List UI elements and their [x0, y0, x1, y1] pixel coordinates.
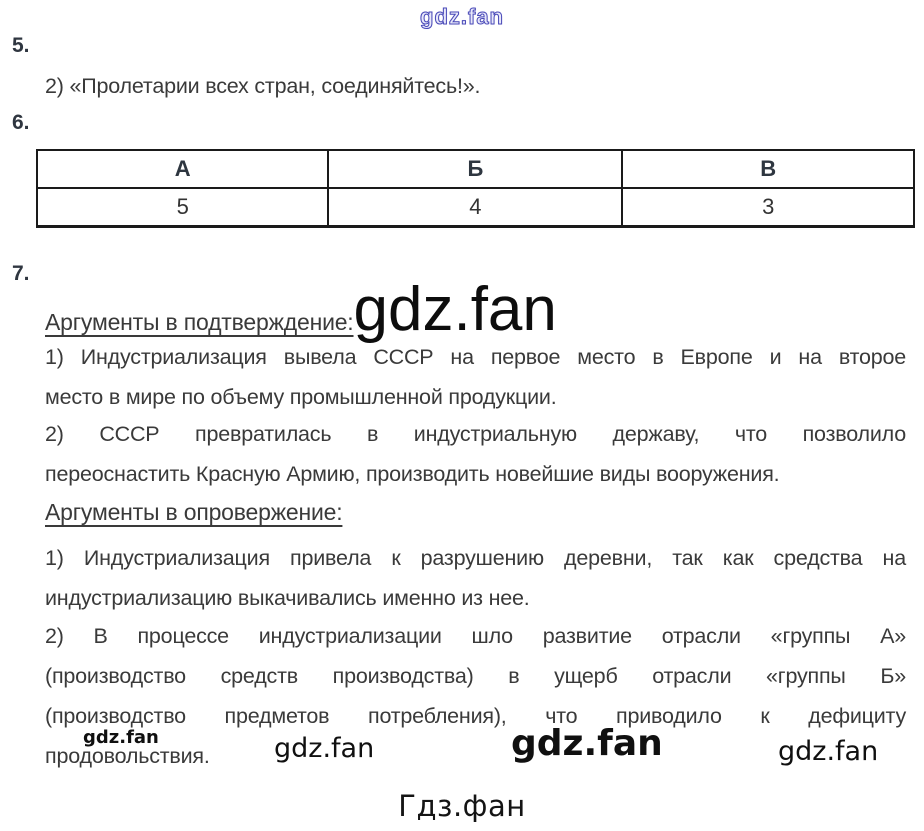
- match-table: [36, 149, 915, 228]
- arguments-contra-heading: [45, 492, 924, 536]
- paragraph-line: 1) Индустриализация привела к разрушению деревни, так как средства на: [45, 546, 906, 570]
- bottom-watermark-2: gdz.fan: [274, 733, 375, 764]
- contra-argument-1: [45, 538, 906, 618]
- table-header-a: А: [37, 150, 328, 188]
- contra-argument-2: [45, 616, 906, 776]
- table-header-v: В: [622, 150, 914, 188]
- inline-watermark: gdz.fan: [353, 275, 557, 344]
- pro-argument-2: [45, 414, 906, 494]
- section7-number: 7.: [12, 262, 30, 285]
- table-header-b: Б: [328, 150, 622, 188]
- paragraph-line: (производство предметов потребления), что приводило к дефициту: [45, 704, 906, 728]
- section5-number: 5.: [12, 34, 30, 57]
- arguments-pro-heading: [45, 275, 924, 344]
- paragraph-line: 1) Индустриализация вывела СССР на первое место в Европе и на второе: [45, 345, 906, 369]
- section5-answer: 2) «Пролетарии всех стран, соединяйтесь!».: [45, 74, 481, 98]
- table-row: [37, 188, 914, 227]
- top-watermark: gdz.fan: [420, 4, 504, 29]
- bottom-watermark-3: gdz.fan: [511, 723, 663, 764]
- paragraph-line: индустриализацию выкачивались именно из нее.: [45, 586, 530, 610]
- content: [0, 30, 924, 776]
- section6-number: 6.: [12, 111, 30, 134]
- bottom-watermark-4: gdz.fan: [778, 736, 879, 767]
- arguments-contra-label: Аргументы в опровержение:: [45, 499, 343, 525]
- table-cell-a: 5: [37, 188, 328, 227]
- paragraph-line: продовольствия.: [45, 744, 210, 768]
- table-cell-b: 4: [328, 188, 622, 227]
- paragraph-line: переоснастить Красную Армию, производить новейшие виды вооружения.: [45, 462, 780, 486]
- arguments-pro-label: Аргументы в подтверждение:: [45, 309, 354, 335]
- paragraph-line: 2) СССР превратилась в индустриальную державу, что позволило: [45, 422, 906, 446]
- table-cell-v: 3: [622, 188, 914, 227]
- paragraph-line: место в мире по объему промышленной продукции.: [45, 385, 557, 409]
- paragraph-line: 2) В процессе индустриализации шло развитие отрасли «группы А»: [45, 624, 906, 648]
- table-header-row: [37, 150, 914, 188]
- footer-brand: Гдз.фан: [398, 789, 526, 823]
- paragraph-line: (производство средств производства) в ущерб отрасли «группы Б»: [45, 664, 906, 688]
- bottom-watermark-1: gdz.fan: [83, 727, 159, 748]
- pro-argument-1: [45, 337, 906, 417]
